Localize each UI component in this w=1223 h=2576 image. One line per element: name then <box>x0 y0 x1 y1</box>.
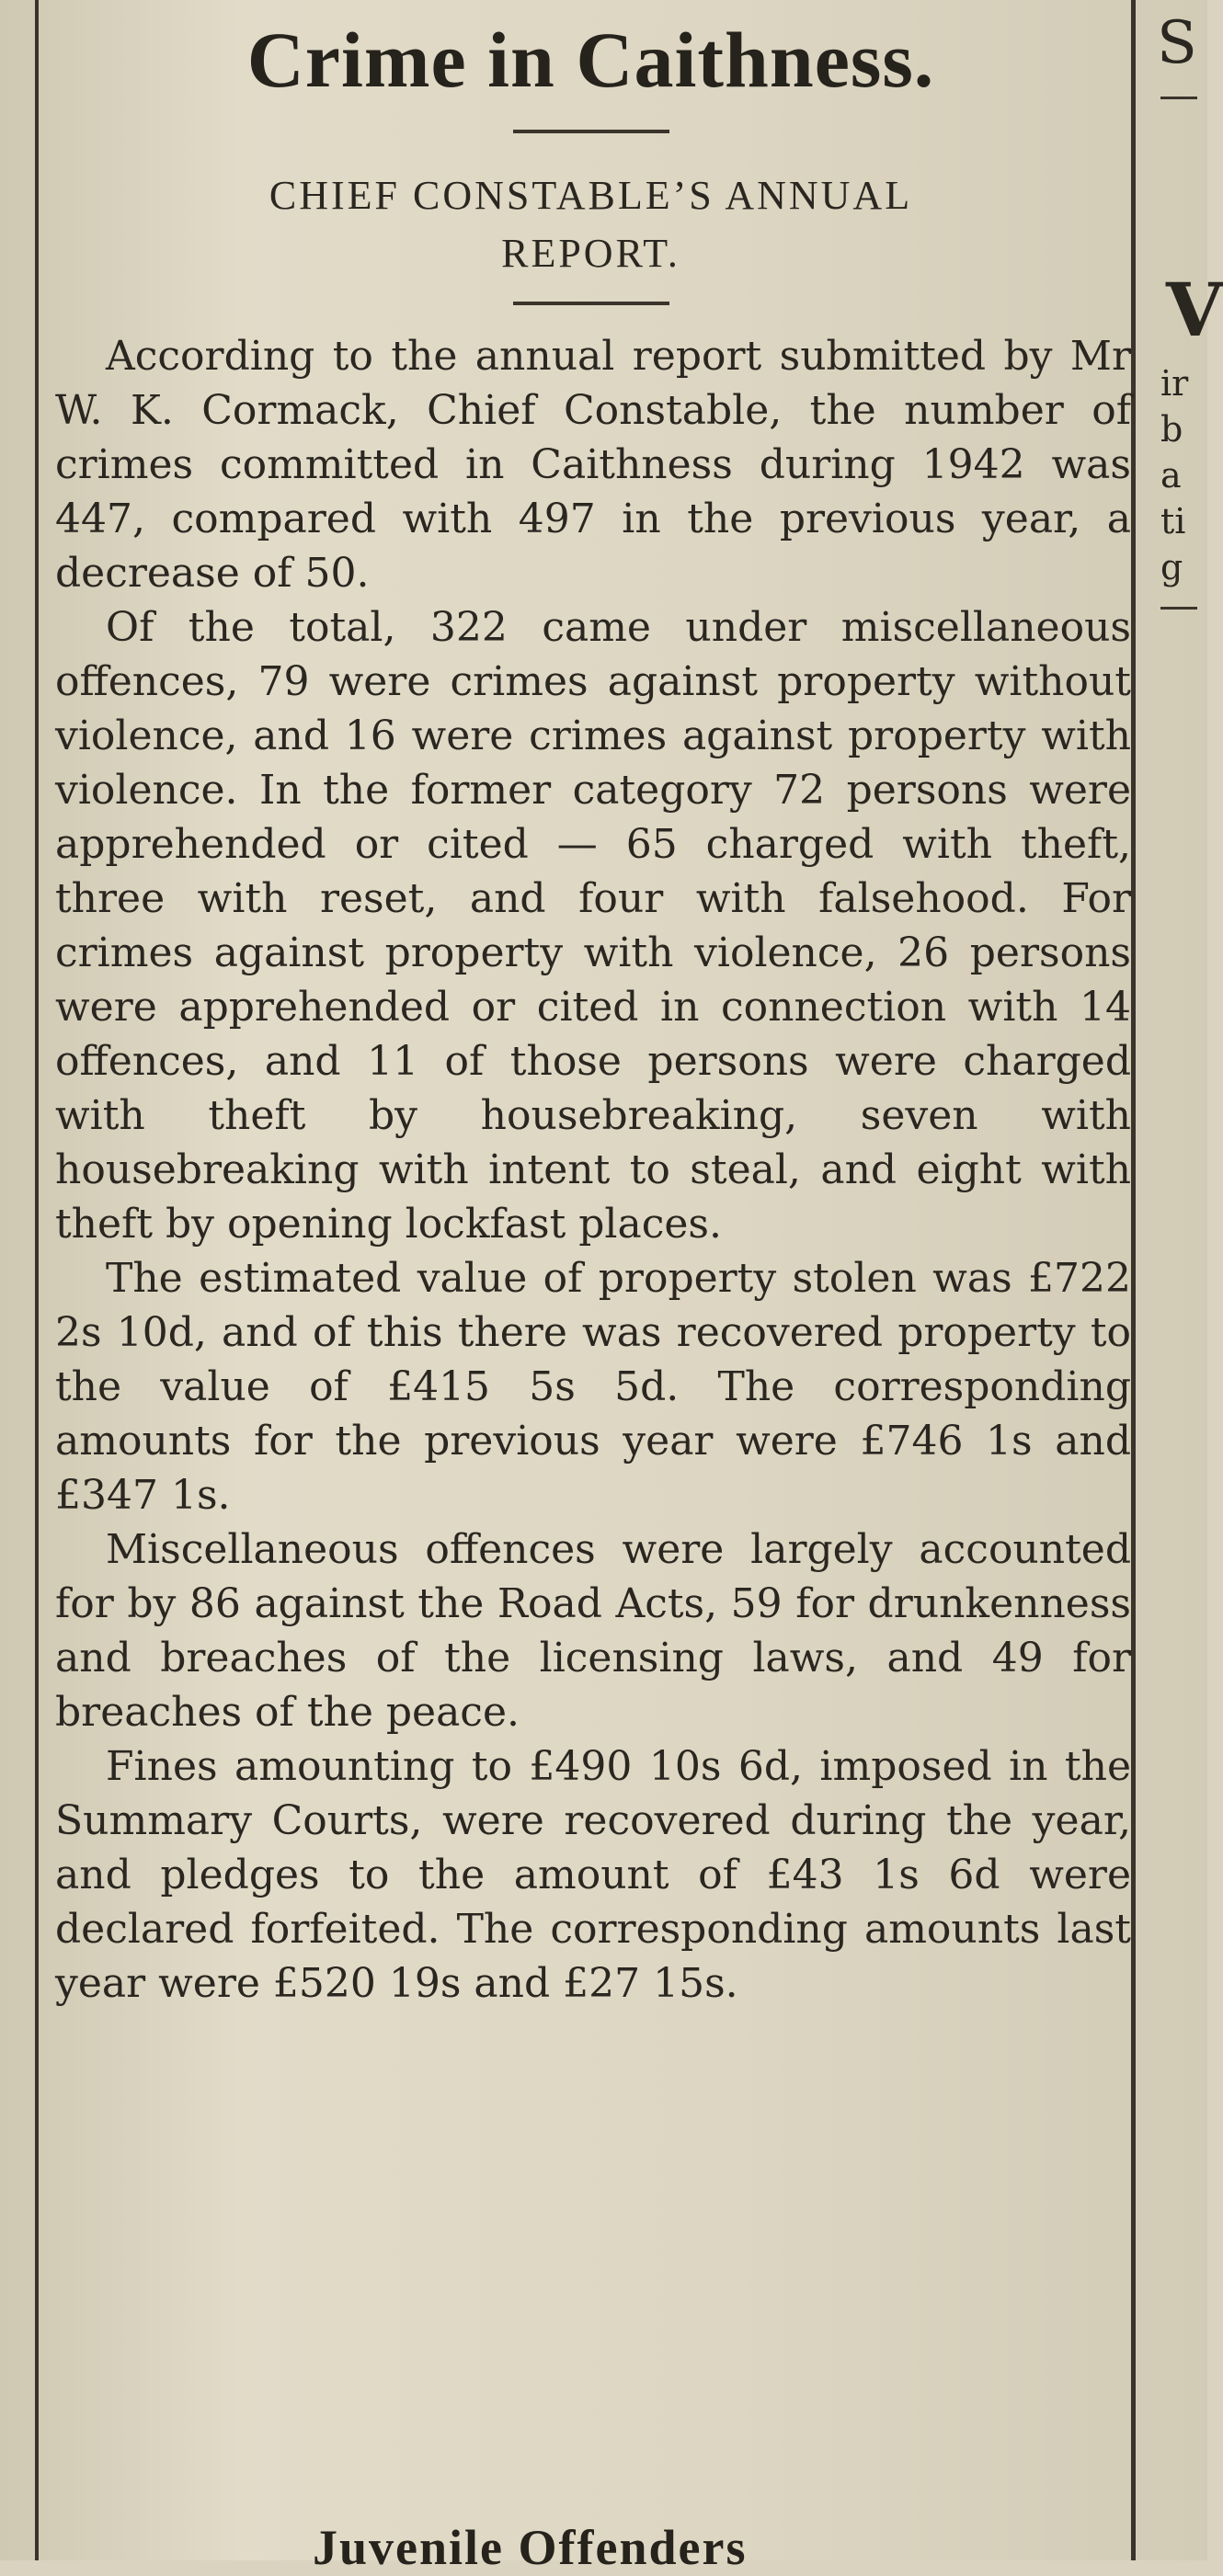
adjacent-fragment: ti <box>1160 501 1186 541</box>
paragraph: The estimated value of property stolen was £722 2s 10d, and of this there was recovered property to the value of £415 5s 5d. The corresponding amounts for the previous year were £746 1s and £347 1s. <box>55 1255 1131 1520</box>
adjacent-cap: S <box>1157 9 1197 77</box>
adjacent-column-fragment <box>1148 0 1223 2560</box>
subhead-line-1: CHIEF CONSTABLE’S ANNUAL <box>269 172 913 218</box>
subhead-line-2: REPORT. <box>501 231 680 277</box>
headline-divider <box>513 130 669 133</box>
paragraph: Fines amounting to £490 10s 6d, imposed in the Summary Courts, were recovered during the year, and pledges to the amount of £43 1s 6d were declared forfeited. The corresponding amounts last year were £520 19s and £27 15s. <box>55 1743 1131 2008</box>
subhead-divider <box>513 302 669 305</box>
article-column <box>55 17 1182 2011</box>
adjacent-fragment: g <box>1160 547 1183 587</box>
adjacent-fragment: ir <box>1160 363 1189 404</box>
article-body <box>55 329 1131 2011</box>
adjacent-divider <box>1160 97 1197 99</box>
article-subhead <box>55 166 1126 284</box>
paragraph: Of the total, 322 came under miscellaneous offences, 79 were crimes against property without violence, and 16 were crimes against property with violence. In the former category 72 persons were apprehended or cited — 65 charged with theft, three with reset, and four with falsehood. For crimes against property with violence, 26 persons were apprehended or cited in connection with 14 offences, and 11 of those persons were charged with theft by housebreaking, seven with housebreaking with intent to steal, and eight with theft by opening lockfast places. <box>55 604 1131 1248</box>
article-headline: Crime in Caithness. <box>246 16 935 104</box>
adjacent-initial: V <box>1166 267 1223 353</box>
adjacent-fragment: a <box>1160 455 1182 496</box>
paragraph: Miscellaneous offences were largely accounted for by 86 against the Road Acts, 59 for drunkenness and breaches of the licensing laws, and 49 for breaches of the peace. <box>55 1526 1131 1737</box>
next-article-heading: Juvenile Offenders <box>313 2520 748 2575</box>
adjacent-divider <box>1160 607 1197 610</box>
adjacent-fragment: b <box>1160 409 1183 450</box>
column-rule-left <box>35 0 39 2560</box>
paragraph: According to the annual report submitted by Mr W. K. Cormack, Chief Constable, the number of crimes committed in Caithness during 1942 was 447, compared with 497 in the previous year, a decrease of 50. <box>55 333 1131 598</box>
